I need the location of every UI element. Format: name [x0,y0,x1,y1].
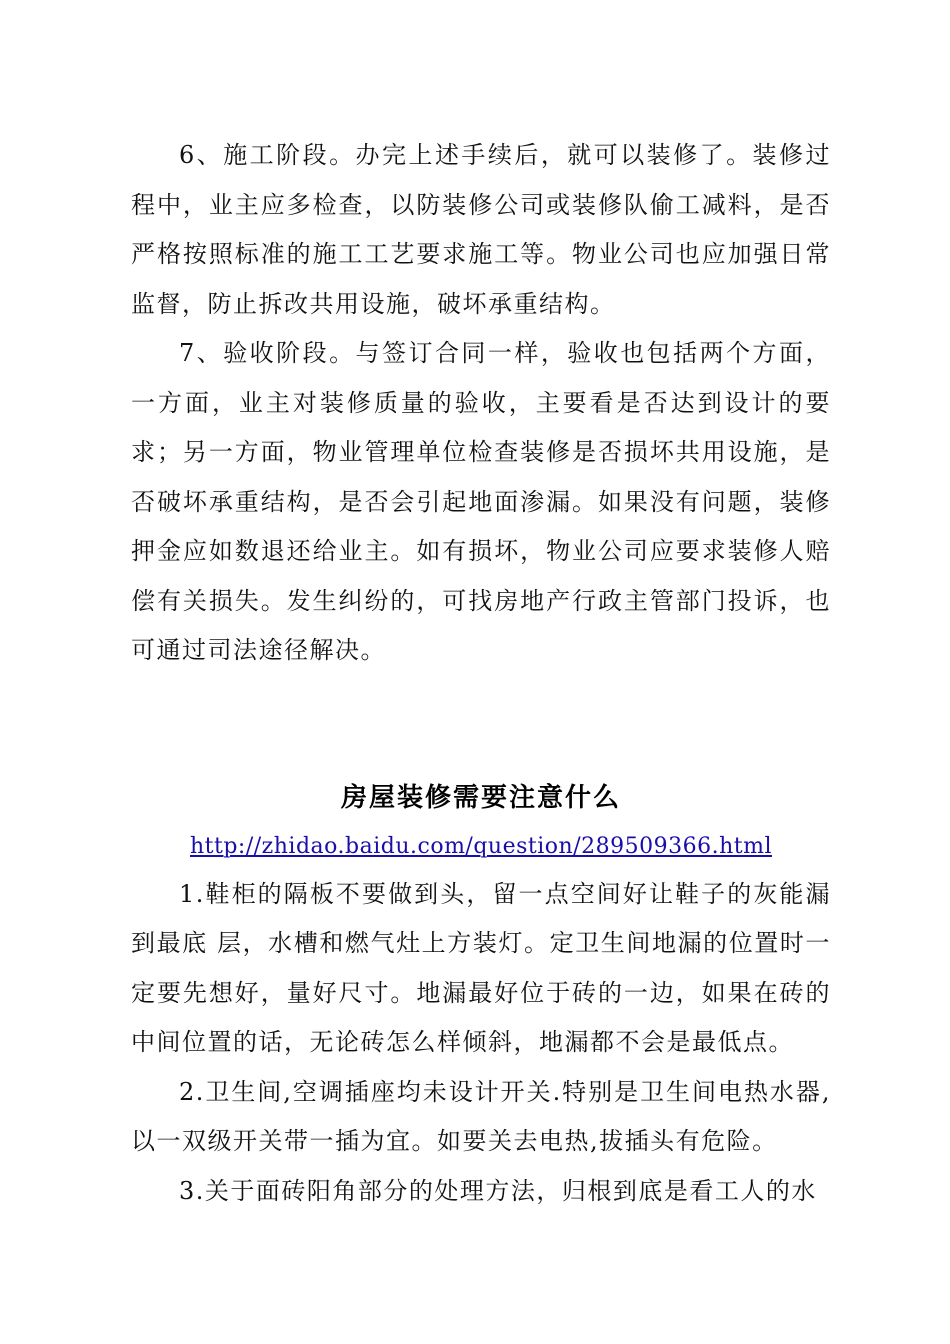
source-link[interactable]: http://zhidao.baidu.com/question/289509366.html [190,833,772,859]
tip-item-3: 3.关于面砖阳角部分的处理方法，归根到底是看工人的水 [179,1176,817,1205]
paragraph-construction-stage: 6、施工阶段。办完上述手续后，就可以装修了。装修过程中，业主应多检查，以防装修公司或装修队偷工减料，是否严格按照标准的施工工艺要求施工等。物业公司也应加强日常监督，防止拆改共用设施，破坏承重结构。 [131,141,831,318]
document-body [131,131,831,1216]
section-spacer [131,676,831,772]
tip-item-2: 2.卫生间,空调插座均未设计开关.特别是卫生间电热水器,以一双级开关带一插为宜。如要关去电热,拔插头有危险。 [131,1077,831,1155]
paragraph-acceptance-stage: 7、验收阶段。与签订合同一样，验收也包括两个方面，一方面，业主对装修质量的验收，主要看是否达到设计的要求；另一方面，物业管理单位检查装修是否损坏共用设施，是否破坏承重结构，是否会引起地面渗漏。如果没有问题，装修押金应如数退还给业主。如有损坏，物业公司应要求装修人赔偿有关损失。发生纠纷的，可找房地产行政主管部门投诉，也可通过司法途径解决。 [131,339,831,664]
section-title: 房屋装修需要注意什么 [340,782,621,813]
tip-item-1: 1.鞋柜的隔板不要做到头，留一点空间好让鞋子的灰能漏到最底 层，水槽和燃气灶上方装灯。定卫生间地漏的位置时一定要先想好，量好尺寸。地漏最好位于砖的一边，如果在砖的中间位置的话，无论砖怎么样倾斜，地漏都不会是最低点。 [131,879,831,1056]
